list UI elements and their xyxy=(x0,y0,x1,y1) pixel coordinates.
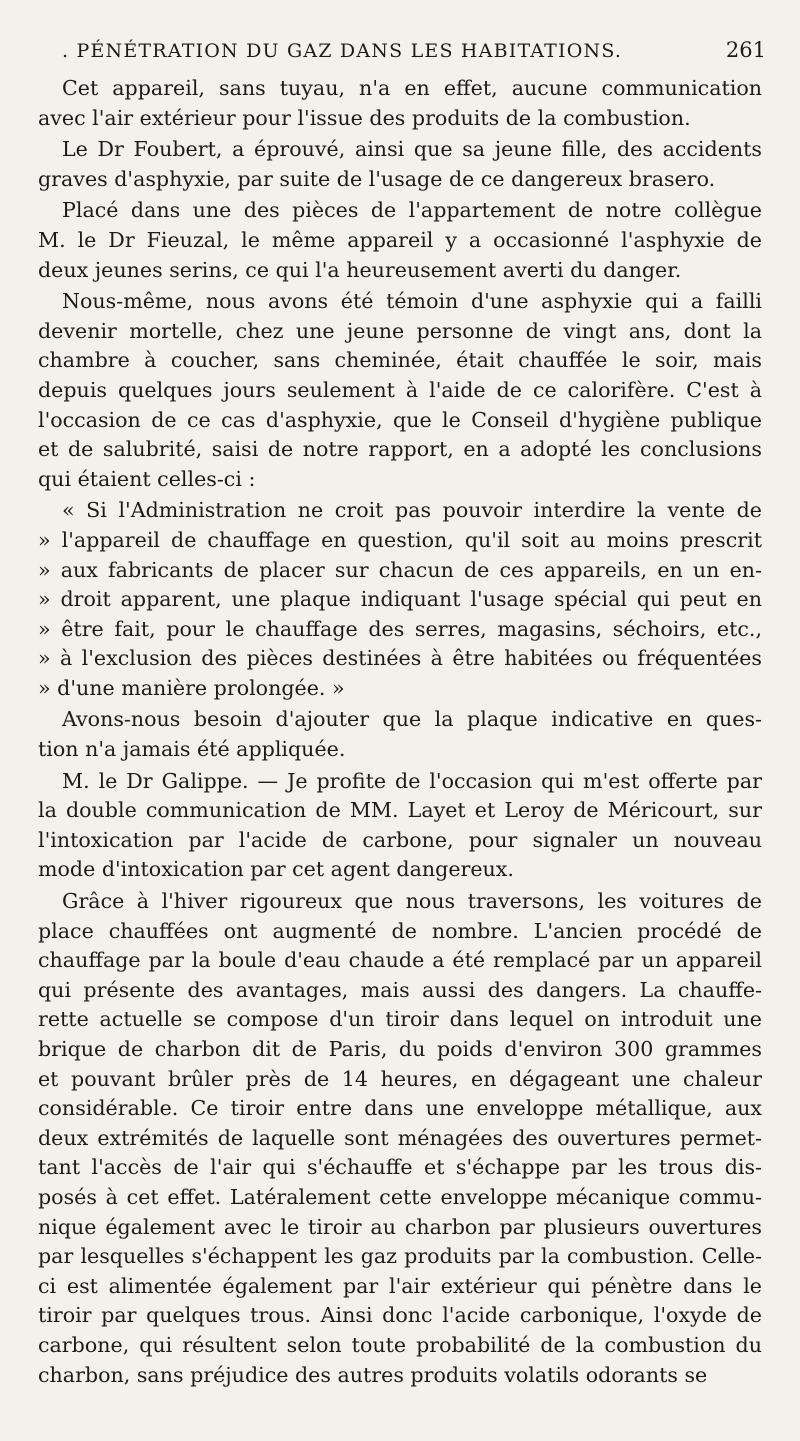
text-line: rette actuelle se compose d'un tiroir dans lequel on introduit une xyxy=(38,1007,762,1032)
text-line: graves d'asphyxie, par suite de l'usage de ce dangereux brasero. xyxy=(38,166,716,191)
paragraph xyxy=(38,287,762,494)
paragraph xyxy=(38,196,762,285)
text-line: avec l'air extérieur pour l'issue des produits de la combustion. xyxy=(38,105,691,130)
text-line: devenir mortelle, chez une jeune personne de vingt ans, dont la xyxy=(38,318,762,343)
text-line: nique également avec le tiroir au charbon par plusieurs ouvertures xyxy=(38,1214,762,1239)
text-line: » être fait, pour le chauffage des serres, magasins, séchoirs, etc., xyxy=(38,616,762,641)
text-line: brique de charbon dit de Paris, du poids d'environ 300 grammes xyxy=(38,1037,762,1061)
text-line: place chauffées ont augmenté de nombre. L'ancien procédé de xyxy=(38,918,762,943)
text-line: l'occasion de ce cas d'asphyxie, que le Conseil d'hygiène publique xyxy=(38,407,762,432)
text-line: l'intoxication par l'acide de carbone, pour signaler un nouveau xyxy=(38,827,762,852)
running-header xyxy=(62,38,766,74)
text-line: M. le Dr Galippe. — Je profite de l'occasion qui m'est offerte par xyxy=(62,768,762,793)
text-line: et pouvant brûler près de 14 heures, en dégageant une chaleur xyxy=(38,1066,762,1091)
text-line: Avons-nous besoin d'ajouter que la plaque indicative en ques- xyxy=(62,707,762,732)
text-line: » l'appareil de chauffage en question, qu'il soit au moins prescrit xyxy=(38,527,762,552)
text-line: qui étaient celles-ci : xyxy=(38,466,256,491)
text-line: tion n'a jamais été appliquée. xyxy=(38,737,346,762)
text-line: tiroir par quelques trous. Ainsi donc l'acide carbonique, l'oxyde de xyxy=(38,1303,762,1328)
text-line: » d'une manière prolongée. » xyxy=(38,675,345,700)
text-line: Cet appareil, sans tuyau, n'a en effet, aucune communication xyxy=(62,76,762,100)
text-line: deux jeunes serins, ce qui l'a heureusement averti du danger. xyxy=(38,257,682,282)
text-line: considérable. Ce tiroir entre dans une enveloppe métallique, aux xyxy=(38,1096,762,1121)
text-line: Placé dans une des pièces de l'appartement de notre collègue xyxy=(62,198,762,223)
text-line: ci est alimentée également par l'air extérieur qui pénètre dans le xyxy=(38,1273,762,1298)
text-line: tant l'accès de l'air qui s'échauffe et s'échappe par les trous dis- xyxy=(38,1155,762,1180)
text-line: » à l'exclusion des pièces destinées à être habitées ou fréquentées xyxy=(38,646,762,671)
text-line: Le Dr Foubert, a éprouvé, ainsi que sa jeune fille, des accidents xyxy=(62,137,762,162)
text-line: par lesquelles s'échappent les gaz produits par la combustion. Celle- xyxy=(38,1244,762,1269)
text-line: et de salubrité, saisi de notre rapport, en a adopté les conclusions xyxy=(38,437,762,462)
paragraph xyxy=(38,74,762,133)
text-line: chauffage par la boule d'eau chaude a été remplacé par un appareil xyxy=(38,948,762,973)
text-line: charbon, sans préjudice des autres produits volatils odorants se xyxy=(38,1362,708,1387)
text-line: « Si l'Administration ne croit pas pouvoir interdire la vente de xyxy=(62,498,762,523)
page-number: 261 xyxy=(725,38,766,62)
text-line: Grâce à l'hiver rigoureux que nous traversons, les voitures de xyxy=(62,889,762,914)
text-line: M. le Dr Fieuzal, le même appareil y a occasionné l'asphyxie de xyxy=(38,227,762,252)
text-line: deux extrémités de laquelle sont ménagées des ouvertures permet- xyxy=(38,1125,762,1150)
body-text xyxy=(38,74,762,1390)
paragraph xyxy=(38,767,762,885)
text-line: Nous-même, nous avons été témoin d'une asphyxie qui a failli xyxy=(62,289,762,314)
text-line: » droit apparent, une plaque indiquant l'usage spécial qui peut en xyxy=(38,587,762,612)
paragraph xyxy=(38,135,762,194)
text-line: mode d'intoxication par cet agent dangereux. xyxy=(38,857,514,882)
paragraph xyxy=(38,705,762,764)
paragraph xyxy=(38,887,762,1390)
text-line: chambre à coucher, sans cheminée, était chauffée le soir, mais xyxy=(38,348,762,373)
text-line: qui présente des avantages, mais aussi des dangers. La chauffe- xyxy=(38,977,762,1002)
text-line: » aux fabricants de placer sur chacun de ces appareils, en un en- xyxy=(38,557,762,582)
text-line: carbone, qui résultent selon toute probabilité de la combustion du xyxy=(38,1332,762,1357)
running-title: . PÉNÉTRATION DU GAZ DANS LES HABITATIONS. xyxy=(62,40,623,62)
paragraph xyxy=(38,496,762,703)
text-line: la double communication de MM. Layet et Leroy de Méricourt, sur xyxy=(38,798,762,823)
text-line: depuis quelques jours seulement à l'aide de ce calorifère. C'est à xyxy=(38,377,762,402)
text-line: posés à cet effet. Latéralement cette enveloppe mécanique commu- xyxy=(38,1184,762,1209)
